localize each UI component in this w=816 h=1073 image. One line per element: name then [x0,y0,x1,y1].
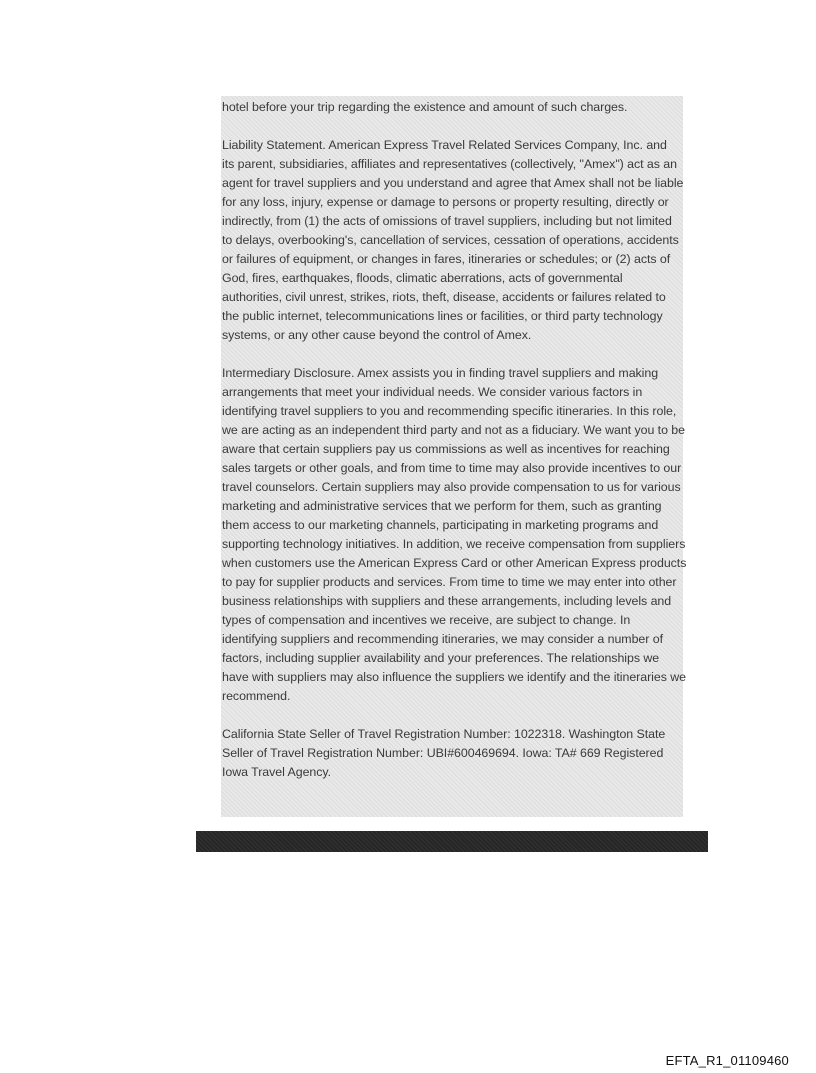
footer-bar [196,831,708,852]
paragraph-seller-of-travel-registration: California State Seller of Travel Registration Number: 1022318. Washington State Seller of Travel Registration Number: UBI#600469694. Iowa: TA# 669 Registered Iowa Travel Agency. [222,727,666,779]
paragraph-liability-statement: Liability Statement. American Express Travel Related Services Company, Inc. and its parent, subsidiaries, affiliates and representatives (collectively, "Amex") act as an agent for travel suppliers and you understand and agree that Amex shall not be liable for any loss, injury, expense or damage to persons or property resulting, directly or indirectly, from (1) the acts of omissions of travel suppliers, including but not limited to delays, overbooking's, cancellation of services, cessation of operations, accidents or failures of equipment, or changes in fares, itineraries or schedules; or (2) acts of God, fires, earthquakes, floods, climatic aberrations, acts of governmental authorities, civil unrest, strikes, riots, theft, disease, accidents or failures related to the public internet, telecommunications lines or facilities, or third party technology systems, or any other cause beyond the control of Amex. [222,138,684,342]
paragraph-hotel-charges: hotel before your trip regarding the existence and amount of such charges. [222,100,628,114]
bates-number: EFTA_R1_01109460 [665,1053,789,1068]
paragraph-intermediary-disclosure: Intermediary Disclosure. Amex assists you in finding travel suppliers and making arrangements that meet your individual needs. We consider various factors in identifying travel suppliers to you and recommending specific itineraries. In this role, we are acting as an independent third party and not as a fiduciary. We want you to be aware that certain suppliers pay us commissions as well as incentives for reaching sales targets or other goals, and from time to time may also provide incentives to our travel counselors. Certain suppliers may also provide compensation to us for various marketing and administrative services that we perform for them, such as granting them access to our marketing channels, participating in marketing programs and supporting technology initiatives. In addition, we receive compensation from suppliers when customers use the American Express Card or other American Express products to pay for supplier products and services. From time to time we may enter into other business relationships with suppliers and these arrangements, including levels and types of compensation and incentives we receive, are subject to change. In identifying suppliers and recommending itineraries, we may consider a number of factors, including supplier availability and your preferences. The relationships we have with suppliers may also influence the suppliers we identify and the itineraries we recommend. [222,366,687,703]
